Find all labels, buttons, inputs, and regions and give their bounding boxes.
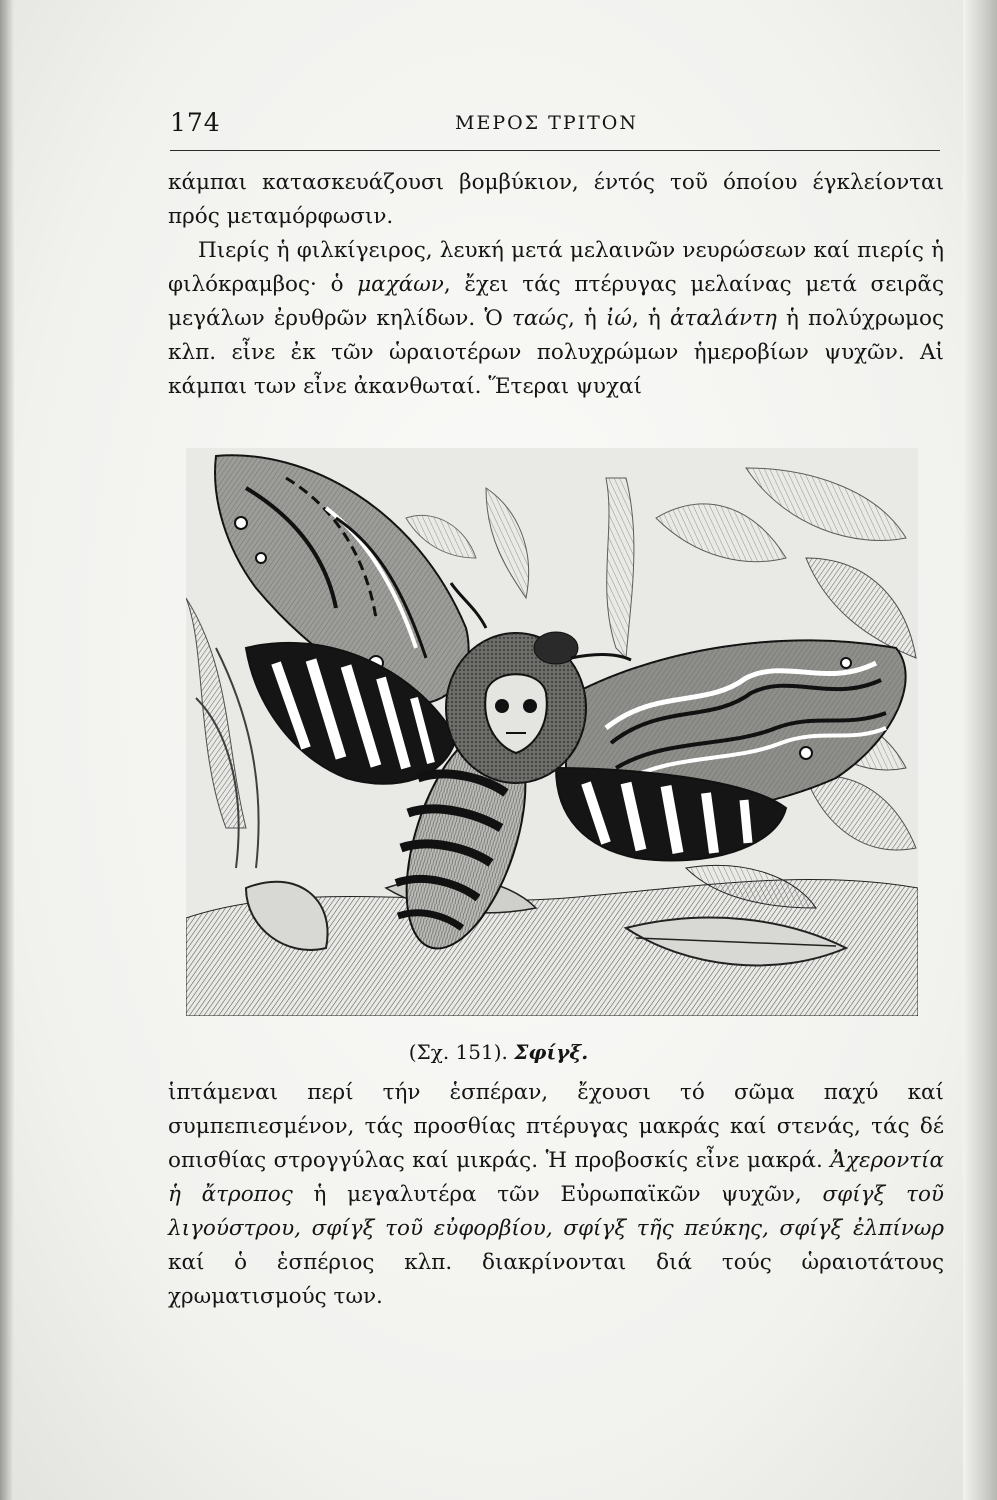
species-name-io: ἰώ xyxy=(605,306,632,331)
page-edge-shadow xyxy=(963,0,997,1500)
text-segment: καί ὁ ἑσπέριος κλπ. διακρίνονται διά τούς ὡραιοτάτους χρωματισμούς των. xyxy=(168,1250,944,1309)
species-name-atalanti: ἀταλάντη xyxy=(669,306,777,331)
text-segment: , ἡ xyxy=(631,306,670,331)
page-header xyxy=(170,108,940,144)
running-head: ΜΕΡΟΣ ΤΡΙΤΟΝ xyxy=(455,112,638,134)
text-segment: , ἡ xyxy=(567,306,606,331)
paragraph-sphinx xyxy=(168,1076,944,1314)
figure-caption xyxy=(0,1040,997,1064)
text-segment: Πιερίς ἡ φιλκίγειρος, λευκή μετά μελαινῶν νευρώσεων καί πιερίς ἡ φιλόκραμβος· ὁ xyxy=(168,238,944,297)
text-segment: ἱπτάμεναι περί τήν ἑσπέραν, ἔχουσι τό σῶμα παχύ καί συμπεπιεσμένον, τάς προσθίας πτέρυγας μακράς καί στενάς, τάς δέ οπισθίας στρογγύλας καί μικράς. Ἡ προβοσκίς εἶνε μακρά. xyxy=(168,1080,944,1173)
moth-engraving-svg xyxy=(186,448,918,1016)
text-block-bottom xyxy=(168,1076,944,1314)
species-name-machaon: μαχάων xyxy=(357,272,444,297)
text-block-top xyxy=(168,166,944,404)
text-segment: ἡ μεγαλυτέρα τῶν Εὐρωπαϊκῶν ψυχῶν, xyxy=(292,1182,823,1207)
species-name-acherontia: Ἀχεροντία ἡ ἄτροπος xyxy=(168,1148,944,1207)
species-names-sphinx: σφίγξ τοῦ λιγούστρου, σφίγξ τοῦ εὐφορβίου, σφίγξ τῆς πεύκης, σφίγξ ἐλπίνωρ xyxy=(168,1182,944,1241)
figure-label: (Σχ. 151). xyxy=(408,1040,508,1064)
header-rule xyxy=(170,150,940,151)
figure-title: Σφίγξ. xyxy=(514,1040,589,1064)
species-name-taos: ταώς xyxy=(511,306,568,331)
moth-illustration xyxy=(186,448,918,1016)
paragraph-pieris xyxy=(168,234,944,404)
paragraph-continuation: κάμπαι κατασκευάζουσι βομβύκιον, έντός τοῦ όποίου έγκλείονται πρός μεταμόρφωσιν. xyxy=(168,170,944,229)
page-number: 174 xyxy=(170,108,221,137)
text-segment: , ἔχει τάς πτέρυγας μελαίνας μετά σειρᾶς μεγάλων ἐρυθρῶν κηλίδων. Ὁ xyxy=(168,272,944,331)
text-segment: ἡ πολύχρωμος κλπ. εἶνε ἐκ τῶν ὡραιοτέρων πολυχρώμων ἡμεροβίων ψυχῶν. Αἱ κάμπαι των εἶνε ἀκανθωταί. Ἕτεραι ψυχαί xyxy=(168,306,944,399)
page-gutter-shadow xyxy=(0,0,14,1500)
